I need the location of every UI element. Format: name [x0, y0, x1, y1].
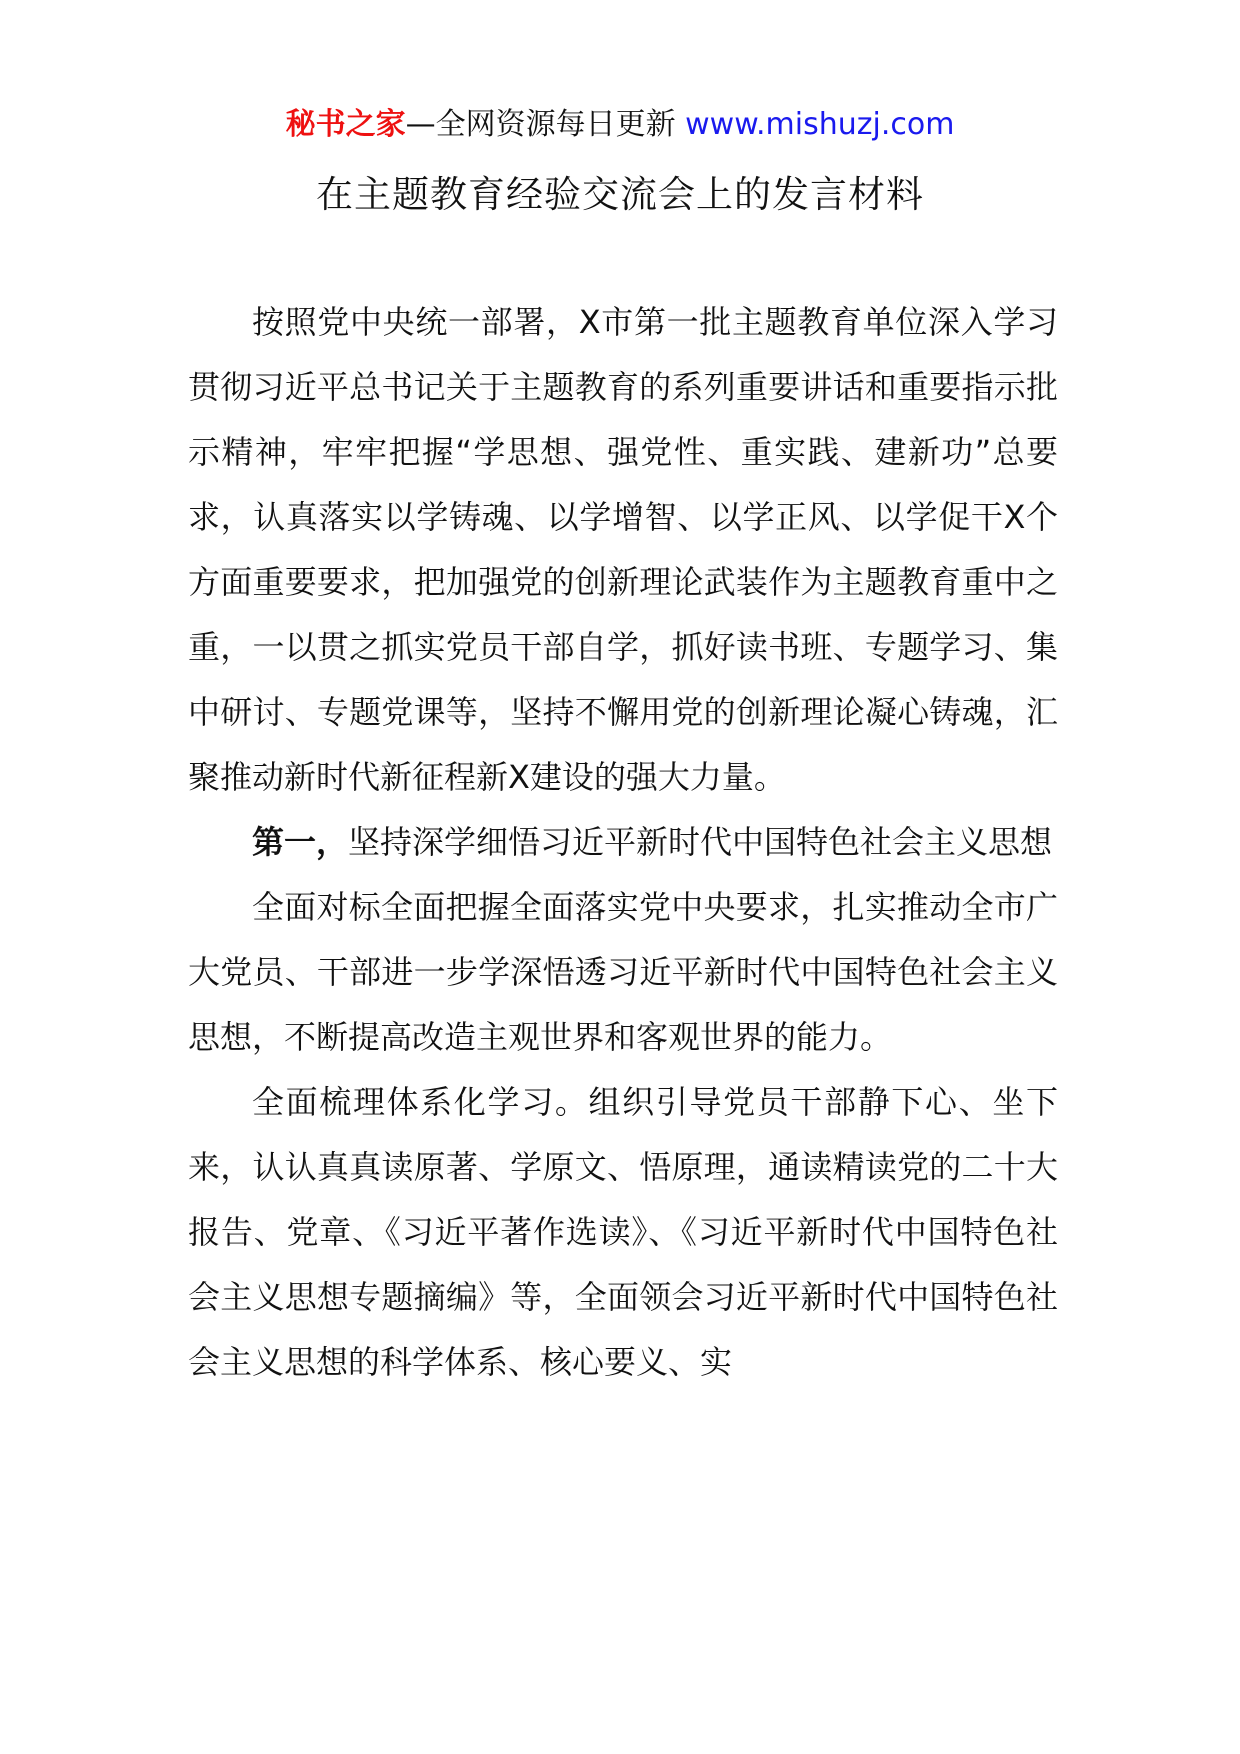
section-heading-1 — [188, 810, 1058, 875]
brand-name: 秘书之家 — [285, 107, 406, 142]
paragraph-section1-study: 全面梳理体系化学习。组织引导党员干部静下心、坐下来，认认真真读原著、学原文、悟原理，通读精读党的二十大报告、党章、《习近平著作选读》、《习近平新时代中国特色社会主义思想专题摘编》等，全面领会习近平新时代中国特色社会主义思想的科学体系、核心要义、实 — [188, 1083, 1058, 1381]
header-tagline: —全网资源每日更新 — [405, 107, 676, 142]
paragraph-section1-intro: 全面对标全面把握全面落实党中央要求，扎实推动全市广大党员、干部进一步学深悟透习近平新时代中国特色社会主义思想，不断提高改造主观世界和客观世界的能力。 — [188, 888, 1058, 1056]
section-heading-lead: 第一， — [252, 823, 349, 861]
site-url-link[interactable]: www.mishuzj.com — [685, 107, 955, 142]
site-header — [0, 100, 1240, 150]
document-body — [188, 290, 1058, 1395]
section-heading-text: 坚持深学细悟习近平新时代中国特色社会主义思想 — [348, 823, 1053, 861]
document-title: 在主题教育经验交流会上的发言材料 — [316, 173, 924, 216]
paragraph-intro: 按照党中央统一部署，X市第一批主题教育单位深入学习贯彻习近平总书记关于主题教育的系列重要讲话和重要指示批示精神，牢牢把握“学思想、强党性、重实践、建新功”总要求，认真落实以学铸魂、以学增智、以学正风、以学促干X个方面重要要求，把加强党的创新理论武装作为主题教育重中之重，一以贯之抓实党员干部自学，抓好读书班、专题学习、集中研讨、专题党课等，坚持不懈用党的创新理论凝心铸魂，汇聚推动新时代新征程新X建设的强大力量。 — [188, 303, 1058, 796]
